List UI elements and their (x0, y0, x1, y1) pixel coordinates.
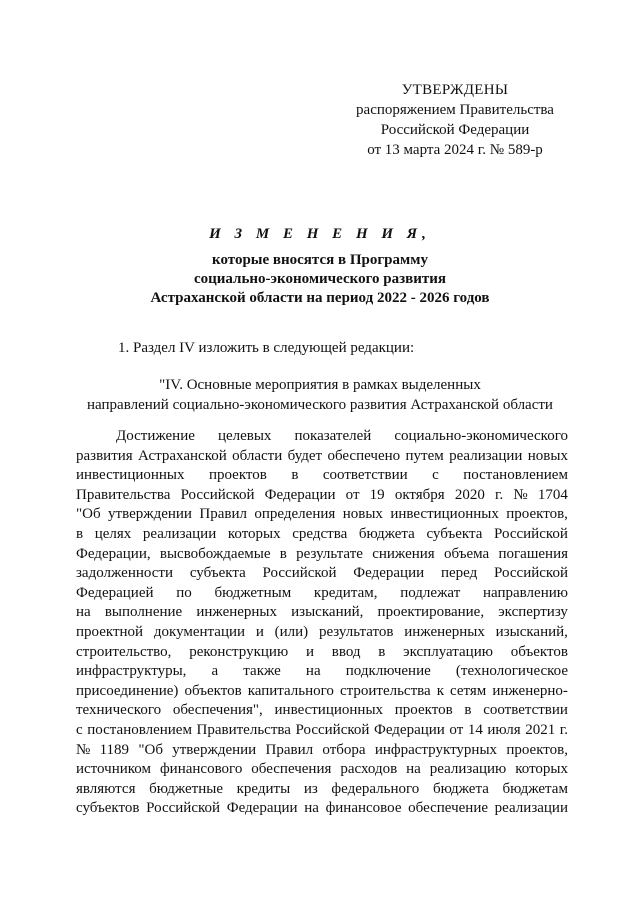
body-word: реализации (494, 800, 568, 817)
body-word: социально-экономического (394, 428, 568, 444)
body-word: 19 (369, 486, 385, 503)
body-word: постановлением (463, 467, 568, 484)
body-paragraph (76, 427, 568, 819)
body-word: по (176, 584, 192, 601)
body-word: обеспечения", (172, 702, 263, 719)
body-word: целях (94, 525, 132, 542)
body-word: № (76, 741, 91, 758)
body-word: Астраханской (138, 447, 227, 464)
body-line (76, 662, 568, 682)
body-word: проектов (394, 702, 453, 719)
body-word: соответствии (322, 467, 408, 484)
body-line (76, 760, 568, 780)
body-line (76, 682, 568, 702)
body-word: 1189 (99, 741, 130, 758)
body-word: субъектов (76, 800, 140, 817)
subtitle-line-1: которые вносятся в Программу (212, 252, 428, 268)
body-line (76, 584, 568, 604)
body-word: инвестиционных (274, 702, 384, 719)
body-word: объектов (510, 643, 568, 660)
body-line (76, 721, 568, 741)
body-word: ввод (331, 643, 361, 660)
section-title (0, 375, 640, 415)
body-word: на (305, 663, 321, 680)
body-word: Федерации, (76, 545, 151, 562)
body-line (76, 799, 568, 819)
body-word: задолженности (76, 565, 173, 582)
body-word: к (436, 682, 445, 699)
body-word: Российской (494, 525, 568, 542)
body-word: финансового (159, 761, 243, 778)
subtitle-line-3: Астраханской области на период 2022 - 2026 годов (150, 290, 490, 306)
body-word: 1704 (537, 486, 568, 503)
body-word: строительства (339, 682, 431, 699)
body-line (76, 427, 568, 447)
body-word: Правил (199, 506, 247, 523)
body-line (76, 466, 568, 486)
body-word: эксплуатацию (403, 643, 493, 660)
body-word: проектов, (506, 741, 568, 758)
body-word: проектов, (506, 506, 568, 523)
body-word: развития (76, 447, 133, 464)
body-word: присоединение) (76, 682, 179, 699)
body-word: на (304, 800, 319, 817)
body-word: обеспечение (408, 800, 489, 817)
body-word: подлежат (400, 584, 461, 601)
body-word: из (303, 780, 318, 797)
document-title: И З М Е Н Е Н И Я, (209, 226, 431, 242)
body-word: субъекта (189, 565, 246, 582)
body-word: перед (440, 565, 478, 582)
body-word: реализации (142, 525, 217, 542)
body-line (76, 564, 568, 584)
body-word: Правил (265, 741, 314, 758)
body-word: результатов (318, 623, 394, 640)
body-word: Российской (180, 486, 255, 503)
body-word: бюджетам (502, 780, 568, 797)
body-word: высвобождаемые (159, 545, 271, 562)
body-word: инженерных (196, 604, 278, 621)
body-word: Правительства (76, 486, 171, 503)
body-word: направлению (483, 584, 568, 601)
body-word: средства (292, 525, 348, 542)
item-1-text: 1. Раздел IV изложить в следующей редакции: (118, 340, 415, 356)
body-line (76, 447, 568, 467)
body-line (76, 780, 568, 800)
body-word: обеспечения (251, 761, 332, 778)
body-word: новых (527, 447, 568, 464)
body-word: инвестиционных (390, 506, 499, 523)
body-word: в (291, 467, 299, 484)
body-word: бюджетные (149, 780, 223, 797)
body-word: целевых (217, 428, 272, 444)
body-word: новых (342, 506, 383, 523)
body-word: инфраструктуры, (76, 663, 187, 680)
body-word: Российской (295, 721, 370, 738)
body-word: будет (287, 447, 323, 464)
body-word: постановлением (87, 721, 192, 738)
body-word: в (378, 643, 386, 660)
body-word: соответствии (483, 702, 568, 719)
body-word: июля (487, 721, 521, 738)
body-word: определения (254, 506, 336, 523)
body-word: обеспечено (327, 447, 401, 464)
body-word: "Об (138, 741, 163, 758)
body-word: инфраструктурных (374, 741, 498, 758)
section-title-line-1: "IV. Основные мероприятия в рамках выделенных (159, 377, 481, 393)
body-line (76, 643, 568, 663)
body-word: капитального (247, 682, 334, 699)
body-word: объектов (184, 682, 242, 699)
body-word: снижения (372, 545, 435, 562)
body-word: субъекта (426, 525, 483, 542)
document-subtitle (0, 251, 640, 308)
body-word: (технологическое (455, 663, 568, 680)
body-word: изысканий, (495, 623, 568, 640)
subtitle-line-2: социально-экономического развития (193, 271, 447, 287)
body-word: Российской (262, 565, 337, 582)
body-word: от (345, 486, 360, 503)
body-word: финансовое (325, 800, 402, 817)
body-word: 2021 (525, 721, 556, 738)
body-word: (или) (274, 623, 309, 640)
body-word: в (279, 545, 287, 562)
body-word: Правительства (196, 721, 291, 738)
body-word: которых (515, 761, 568, 778)
body-word: № (513, 486, 528, 503)
body-word: Российской (146, 800, 221, 817)
body-word: кредиты (236, 780, 291, 797)
body-word: реконструкцию (189, 643, 289, 660)
body-word: которых (227, 525, 281, 542)
body-word: путем (405, 447, 444, 464)
body-word: на (76, 604, 91, 621)
body-word: объема (443, 545, 490, 562)
body-word: Федерации (226, 800, 298, 817)
approval-block (340, 80, 570, 160)
body-word: подключение (345, 663, 431, 680)
body-word: и (255, 623, 264, 640)
approval-heading: УТВЕРЖДЕНЫ (401, 82, 509, 98)
body-word: Федерацией (76, 584, 154, 601)
body-word: показателей (294, 428, 372, 444)
approval-line-3: от 13 марта 2024 г. № 589-р (367, 142, 543, 158)
body-word: утверждении (108, 506, 192, 523)
body-word: результате (296, 545, 363, 562)
body-line (76, 741, 568, 761)
body-word: выполнение (104, 604, 183, 621)
body-word: строительство, (76, 643, 172, 660)
body-word: "Об (76, 506, 101, 523)
body-word: являются (76, 780, 136, 797)
body-line (76, 701, 568, 721)
approval-line-2: Российской Федерации (380, 122, 530, 138)
body-word: Федерации (353, 565, 425, 582)
body-word: инвестиционных (76, 467, 185, 484)
body-word: инженерных (404, 623, 485, 640)
body-word: технического (76, 702, 162, 719)
body-word: Достижение (116, 428, 195, 444)
body-word: Российской (494, 565, 568, 582)
body-line (76, 603, 568, 623)
body-word: кредитам, (313, 584, 378, 601)
body-word: документации (153, 623, 246, 640)
body-word: проектной (76, 623, 144, 640)
body-word: сетям (450, 682, 487, 699)
body-word: расходов (340, 761, 398, 778)
body-word: октября (394, 486, 445, 503)
body-word: г. (559, 721, 568, 738)
body-word: реализации (449, 447, 523, 464)
body-word: бюджетным (214, 584, 292, 601)
body-word: источником (76, 761, 151, 778)
body-word: и (305, 643, 314, 660)
body-word: проектирование, (377, 604, 485, 621)
body-word: в (76, 525, 84, 542)
body-line (76, 486, 568, 506)
body-word: утверждении (172, 741, 257, 758)
body-word: Федерации (264, 486, 336, 503)
body-word: изысканий, (291, 604, 364, 621)
body-word: с (432, 467, 439, 484)
body-word: реализацию (429, 761, 507, 778)
body-line (76, 545, 568, 565)
body-line (76, 525, 568, 545)
body-word: области (232, 447, 283, 464)
section-title-line-2: направлений социально-экономического развития Астраханской области (87, 397, 553, 413)
body-word: отбора (322, 741, 366, 758)
body-line (76, 623, 568, 643)
body-word: экспертизу (498, 604, 568, 621)
body-word: г. (495, 486, 504, 503)
body-word: бюджета (432, 780, 489, 797)
body-word: инженерно- (492, 682, 568, 699)
body-word: Федерации (373, 721, 445, 738)
body-word: также (243, 663, 281, 680)
body-word: бюджета (358, 525, 415, 542)
body-word: с (76, 721, 83, 738)
body-word: а (211, 663, 219, 680)
body-word: 2020 (454, 486, 485, 503)
body-line (76, 505, 568, 525)
body-word: 14 (467, 721, 483, 738)
body-word: в (464, 702, 472, 719)
body-word: на (406, 761, 421, 778)
body-word: от (449, 721, 464, 738)
body-word: проектов (208, 467, 267, 484)
body-word: погашения (498, 545, 568, 562)
body-word: федерального (331, 780, 420, 797)
approval-line-1: распоряжением Правительства (356, 102, 554, 118)
